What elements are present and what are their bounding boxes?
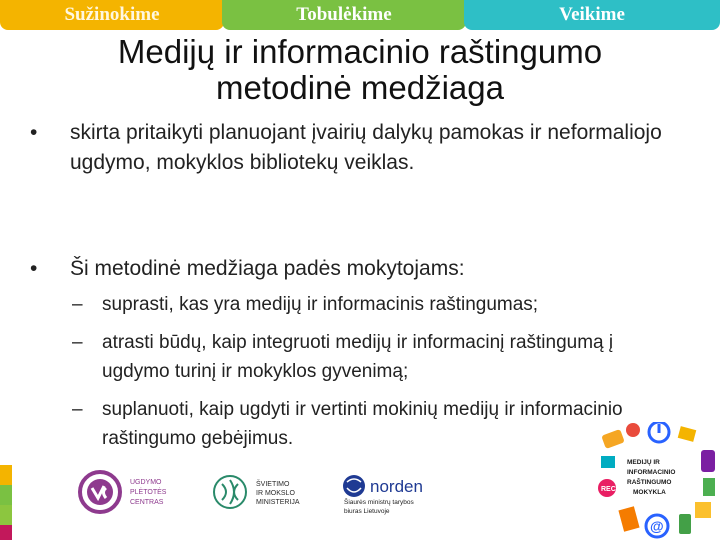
bullet-dot: • [30,257,38,280]
slide-title [0,34,720,106]
sub-item [72,328,672,386]
tab-veikime[interactable]: Veikime [464,0,720,30]
dash-marker: – [72,399,83,420]
smm-logo [212,470,322,516]
tab-tobulekime[interactable]: Tobulėkime [222,0,466,30]
dash-marker: – [72,332,83,353]
title-line-2: metodinė medžiaga [215,69,504,106]
color-strip-green [0,485,12,505]
upc-logo-line: PLĖTOTĖS [130,489,167,496]
svg-text:REC: REC [601,486,616,493]
sub-item [72,395,672,453]
norden-logo [340,470,460,516]
dash-marker: – [72,294,83,315]
tab-suzinokime[interactable]: Sužinokime [0,0,224,30]
bullet-text: Ši metodinė medžiaga padės mokytojams: [70,257,465,280]
norden-logo-line: biuras Lietuvoje [344,508,390,515]
norden-logo-line: Šiaurės ministrų tarybos [344,499,414,506]
smm-logo-line: MINISTERIJA [256,499,300,506]
bullet-item [30,254,700,284]
upc-logo-line: UGDYMO [130,479,162,486]
bullet-text: skirta pritaikyti planuojant įvairių dalykų pamokas ir neformaliojo ugdymo, mokyklos bibliotekų veiklas. [70,121,662,174]
norden-wordmark: norden [370,477,423,496]
sub-item-text: atrasti būdų, kaip integruoti medijų ir informacinį raštingumą į ugdymo turinį ir mokyklos gyvenimą; [102,332,614,382]
color-strip-yellow [0,465,12,485]
mil-logo-line: INFORMACINIO [627,469,676,476]
upc-logo-line: CENTRAS [130,499,164,506]
svg-text:@: @ [650,518,664,534]
smm-logo-line: ŠVIETIMO [256,481,290,488]
mil-logo-line: MEDIJŲ IR [627,459,660,466]
mil-logo-line: MOKYKLA [633,489,666,496]
title-line-1: Medijų ir informacinio raštingumo [117,33,603,70]
sub-item [72,290,672,319]
sub-item-text: suplanuoti, kaip ugdyti ir vertinti mokinių medijų ir informacinio raštingumo gebėjimus. [102,399,623,449]
color-strip-magenta [0,525,12,540]
bullet-dot: • [30,121,38,144]
bullet-item [30,118,700,178]
smm-logo-line: IR MOKSLO [256,490,295,497]
color-strip-lightgreen [0,505,12,525]
sub-item-text: suprasti, kas yra medijų ir informacinis raštingumas; [102,294,539,315]
mil-school-logo [597,422,720,540]
upc-logo [78,468,208,516]
mil-logo-line: RAŠTINGUMO [627,479,672,486]
